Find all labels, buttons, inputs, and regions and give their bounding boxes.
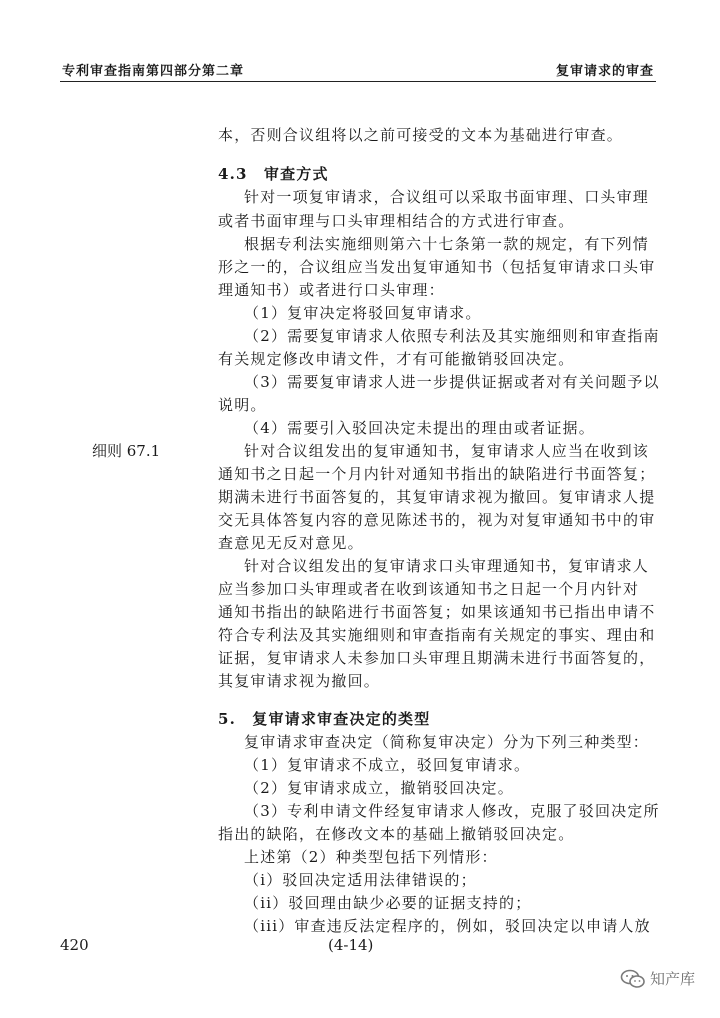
- text-line: 其复审请求视为撤回。: [218, 672, 381, 690]
- text-line: 符合专利法及其实施细则和审查指南有关规定的事实、理由和: [218, 626, 656, 644]
- text-line: 应当参加口头审理或者在收到该通知书之日起一个月内针对: [218, 580, 640, 598]
- text-line: （1）复审请求不成立，驳回复审请求。: [244, 756, 531, 774]
- watermark-text: 知产库: [650, 970, 696, 988]
- text-line: 或者书面审理与口头审理相结合的方式进行审查。: [218, 212, 575, 230]
- text-line: 本，否则合议组将以之前可接受的文本为基础进行审查。: [218, 126, 624, 144]
- section-heading: 5. 复审请求审查决定的类型: [218, 710, 431, 728]
- text-line: 根据专利法实施细则第六十七条第一款的规定，有下列情: [244, 235, 650, 253]
- text-line: 上述第（2）种类型包括下列情形：: [244, 848, 498, 866]
- text-line: 查意见无反对意见。: [218, 534, 364, 552]
- text-line: 针对一项复审请求，合议组可以采取书面审理、口头审理: [244, 188, 650, 206]
- text-line: 通知书之日起一个月内针对通知书指出的缺陷进行书面答复；: [218, 465, 656, 483]
- text-line: （2）需要复审请求人依照专利法及其实施细则和审查指南: [244, 327, 660, 345]
- text-line: 针对合议组发出的复审通知书，复审请求人应当在收到该: [244, 442, 650, 460]
- text-line: （i）驳回决定适用法律错误的；: [244, 871, 477, 889]
- text-line: 复审请求审查决定（简称复审决定）分为下列三种类型：: [244, 733, 650, 751]
- text-line: （ii）驳回理由缺少必要的证据支持的；: [244, 894, 532, 912]
- text-line: 形之一的，合议组应当发出复审通知书（包括复审请求口头审: [218, 258, 656, 276]
- text-line: 针对合议组发出的复审请求口头审理通知书，复审请求人: [244, 557, 650, 575]
- text-line: 指出的缺陷，在修改文本的基础上撤销驳回决定。: [218, 825, 575, 843]
- section-heading: 4.3 审查方式: [218, 165, 329, 183]
- header-right: 复审请求的审查: [555, 64, 654, 79]
- text-line: 通知书指出的缺陷进行书面答复；如果该通知书已指出申请不: [218, 603, 656, 621]
- watermark: [620, 968, 695, 989]
- text-line: （1）复审决定将驳回复审请求。: [244, 304, 482, 322]
- text-line: （3）专利申请文件经复审请求人修改，克服了驳回决定所: [244, 802, 660, 820]
- text-line: （iii）审查违反法定程序的，例如，驳回决定以申请人放: [244, 917, 651, 935]
- text-line: （2）复审请求成立，撤销驳回决定。: [244, 779, 514, 797]
- text-line: 交无具体答复内容的意见陈述书的，视为对复审通知书中的审: [218, 511, 656, 529]
- section-page-number: (4-14): [328, 936, 374, 954]
- text-line: 有关规定修改申请文件，才有可能撤销驳回决定。: [218, 350, 575, 368]
- text-line: （3）需要复审请求人进一步提供证据或者对有关问题予以: [244, 373, 660, 391]
- page-number: 420: [60, 936, 89, 954]
- text-line: 说明。: [218, 396, 267, 414]
- text-line: （4）需要引入驳回决定未提出的理由或者证据。: [244, 419, 595, 437]
- margin-note: 细则 67.1: [92, 442, 161, 460]
- text-line: 理通知书）或者进行口头审理：: [218, 281, 445, 299]
- text-line: 期满未进行书面答复的，其复审请求视为撤回。复审请求人提: [218, 488, 656, 506]
- header-left: 专利审查指南第四部分第二章: [62, 64, 245, 79]
- wechat-icon: [620, 969, 646, 989]
- header-rule: [60, 81, 656, 82]
- text-line: 证据，复审请求人未参加口头审理且期满未进行书面答复的，: [218, 649, 656, 667]
